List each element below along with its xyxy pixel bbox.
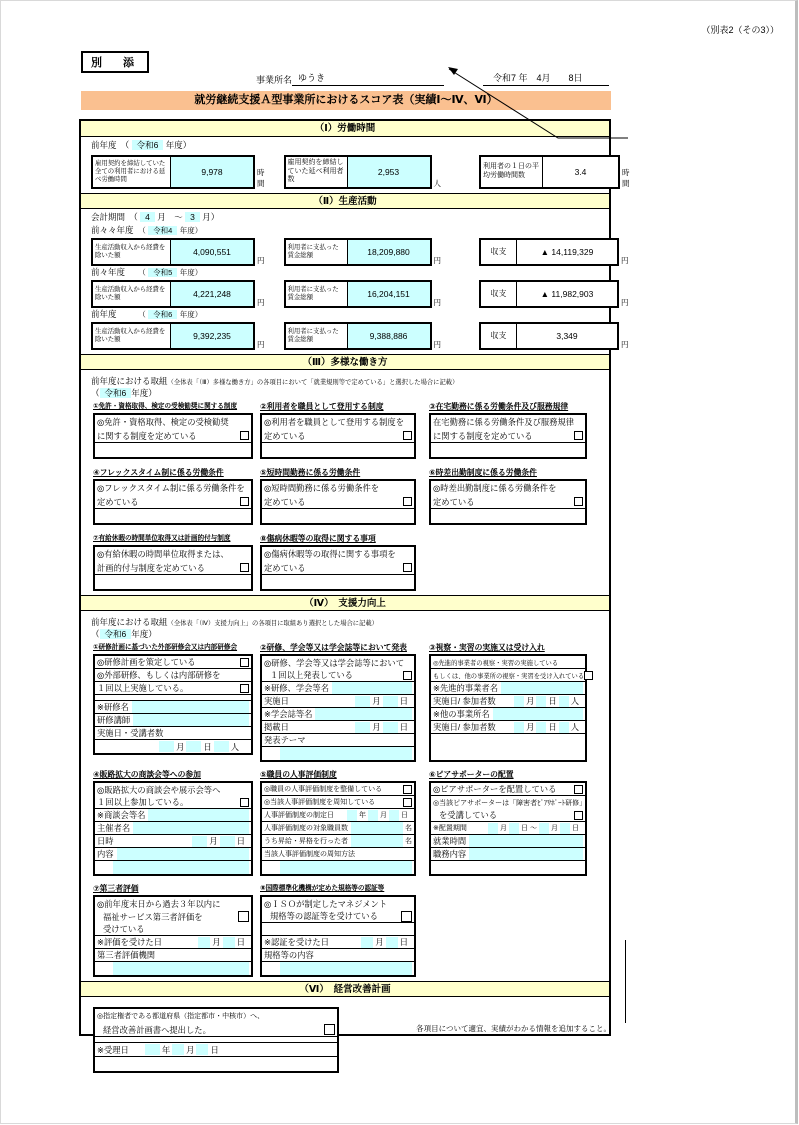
unit-yen: 円 [621, 340, 629, 349]
input-cell[interactable] [332, 682, 412, 694]
item-box-paidleave [93, 545, 253, 591]
era-highlight[interactable]: 令和6 [100, 629, 132, 639]
item-text: ◎時差出勤制度に係る労働条件を [433, 483, 557, 493]
item-text: １回以上実施している。 [97, 683, 189, 693]
input-cell[interactable] [383, 722, 398, 733]
input-cell[interactable] [148, 809, 249, 821]
item-title: ④フレックスタイム制に係る労働条件 [93, 468, 224, 477]
item-box-training: ◎研修計画を策定している ◎外部研修、もしくは内部研修を １回以上実施している。 ※研修名 研修講師 実施日・受講者数 月 日 人 [93, 654, 253, 755]
checkbox[interactable] [240, 563, 249, 572]
input-cell[interactable] [514, 722, 524, 733]
input-cell[interactable] [214, 741, 229, 752]
field-label: 生産活動収入から経費を除いた額 [93, 240, 171, 264]
unit-person: 人 [433, 179, 441, 188]
section1-labor-hours [81, 137, 630, 193]
input-cell[interactable] [351, 835, 403, 847]
checkbox[interactable] [240, 497, 249, 506]
period-month1[interactable]: 4 [140, 212, 155, 222]
wages-group [284, 280, 432, 308]
field-label: ※研修、学会等名 [264, 683, 330, 693]
field-label: 雇用契約を締結していた全ての利用者における延べ労働時間 [93, 157, 171, 187]
input-cell[interactable] [351, 822, 403, 834]
field-label: 利用者に支払った賃金総額 [286, 324, 348, 348]
item-text: ◎傷病休暇等の取得に関する事項を [264, 549, 396, 559]
field-label: 規格等の内容 [264, 950, 314, 960]
input-cell[interactable] [172, 1044, 184, 1055]
item-text: もしくは、他の事業所の視察・実習を受け入れている [433, 672, 585, 680]
field-label: ※商談会等名 [97, 810, 146, 820]
section4-row2 [91, 769, 603, 876]
checkbox[interactable] [574, 431, 583, 440]
item-text: ◎ＩＳＯが制定したマネジメント [264, 898, 388, 909]
input-cell[interactable] [509, 823, 519, 834]
wages-value[interactable]: 16,204,151 [348, 282, 430, 306]
input-cell[interactable] [539, 823, 549, 834]
footer-note: 各項目について適宜、実績がわかる情報を追加すること。 [416, 1024, 611, 1033]
section2-header: （Ⅱ）生産活動 [81, 193, 609, 209]
item-title: ⑥時差出勤制度に係る労働条件 [429, 468, 537, 477]
field-label: ※受理日 [97, 1044, 129, 1055]
attachment-label: 別 添 [81, 51, 149, 73]
input-cell[interactable] [145, 1044, 160, 1055]
input-cell[interactable] [536, 722, 546, 733]
avg-hours-value[interactable]: 3.4 [574, 167, 587, 177]
item-text: 福祉サービス第三者評価を [103, 911, 203, 922]
year2-row [91, 280, 629, 308]
unit-yen: 円 [257, 340, 265, 349]
input-cell[interactable] [368, 810, 378, 821]
item-text: に関する制度を定めている [97, 430, 197, 441]
item-title: ⑦第三者評価 [93, 884, 139, 893]
item-text: ◎外部研修、もしくは内部研修を [97, 670, 221, 680]
appendix-note: （別表2（その3）） [701, 25, 779, 35]
item-title: ⑤職員の人事評価制度 [260, 770, 337, 779]
unit-hours: 時間 [257, 168, 265, 188]
balance-value[interactable]: ▲ 11,982,903 [540, 289, 594, 299]
field-label: 実施日・受講者数 [97, 728, 164, 738]
section2-production [81, 209, 629, 354]
era-highlight[interactable]: 令和6 [100, 388, 132, 398]
era-highlight[interactable]: 令和6 [148, 310, 177, 319]
wages-value[interactable]: 18,209,880 [348, 240, 430, 264]
item-text: ◎短時間勤務に係る労働条件を [264, 483, 380, 493]
field-label: ※学会誌等名 [264, 709, 313, 719]
item-text: ◎研修、学会等又は学会誌等において [264, 657, 404, 668]
period-month2[interactable]: 3 [185, 212, 200, 222]
section3-header: （Ⅲ）多様な働き方 [81, 354, 609, 370]
input-cell[interactable] [220, 836, 235, 847]
item-text: ◎指定権者である都道府県（指定都市・中核市）へ、 [97, 1013, 265, 1020]
year1-row [91, 238, 629, 266]
field-label: 日時 [97, 836, 114, 846]
unit-yen: 円 [433, 340, 441, 349]
checkbox[interactable] [401, 911, 412, 922]
item-text: ◎研修計画を策定している [97, 657, 196, 667]
field-label: 人事評価制度の対象職員数 [264, 825, 348, 832]
section4-header: （Ⅳ） 支援力向上 [81, 595, 609, 611]
input-cell[interactable] [501, 682, 583, 694]
input-cell[interactable] [560, 823, 570, 834]
item-text: に関する制度を定めている [433, 430, 533, 441]
wages-group [284, 322, 432, 350]
item-text: ◎有給休暇の時間単位取得または、 [97, 549, 229, 559]
income-value[interactable]: 4,221,248 [171, 282, 253, 306]
checkbox[interactable] [574, 811, 583, 820]
annotation-vertical-line [625, 940, 626, 1023]
checkbox[interactable] [403, 431, 412, 440]
section6-header: （Ⅵ） 経営改善計画 [81, 981, 609, 997]
unit-yen: 円 [433, 256, 441, 265]
avg-hours-group [479, 155, 620, 189]
section1-year-line: 前年度 （ 令和6 年度） [91, 140, 192, 150]
score-table [79, 119, 630, 1055]
item-box-promotion [260, 413, 416, 459]
item-text: 経営改善計画書へ提出した。 [103, 1024, 211, 1035]
field-label: 掲載日 [264, 722, 289, 732]
field-label: 就業時間 [433, 836, 467, 846]
section3-diverse-work [81, 370, 609, 595]
income-group [91, 322, 255, 350]
date-field[interactable]: 令和7 年 4月 8日 [483, 71, 609, 86]
field-label: 発表テーマ [264, 735, 306, 745]
total-work-hours-group [91, 155, 255, 189]
field-label: 雇用契約を締結していた延べ利用者数 [286, 157, 348, 187]
field-label: 当該人事評価制度の周知方法 [264, 851, 355, 858]
item-text: 在宅勤務に係る労働条件及び服務規律 [433, 417, 575, 427]
item-box-peer-supporter: ◎ピアサポーターを配置している ◎当該ピアサポーターは「障害者ﾋﾟｱｻﾎﾟｰﾄ研修」 を受講している ※配置期間 月 日 ～ 月 日 就業時間 職務内容 [429, 781, 587, 876]
input-cell[interactable] [355, 722, 370, 733]
field-label: 内容 [97, 849, 114, 859]
item-title: ①免許・資格取得、検定の受検勧奨に関する制度 [93, 403, 238, 410]
field-label: 実施日 [264, 696, 289, 706]
field-label: 研修講師 [97, 715, 131, 725]
input-cell[interactable] [192, 836, 207, 847]
input-cell[interactable] [315, 708, 412, 720]
field-label: 生産活動収入から経費を除いた額 [93, 324, 171, 348]
section3-era: （ 令和6 年度） [91, 388, 157, 398]
income-value[interactable]: 4,090,551 [171, 240, 253, 264]
item-text: １回以上発表している [270, 670, 353, 680]
input-cell[interactable] [186, 741, 201, 752]
item-title: ⑧国際標準化機構が定めた規格等の認証等 [260, 885, 385, 892]
section4-row1 [91, 642, 603, 762]
input-cell[interactable] [514, 696, 524, 707]
item-text: 計画的付与制度を定めている [97, 562, 205, 573]
input-cell[interactable] [559, 722, 569, 733]
date-row [483, 71, 609, 86]
item-box-iso: ◎ＩＳＯが制定したマネジメント 規格等の認証等を受けている ※認証を受けた日 月 日 規格等の内容 [260, 895, 416, 977]
income-group [91, 238, 255, 266]
item-text: 定めている [264, 430, 306, 441]
item-box-presentation: ◎研修、学会等又は学会誌等において １回以上発表している ※研修、学会等名 実施日 月 日 ※学会誌等名 掲載日 月 日 発表テーマ [260, 654, 416, 762]
balance-value[interactable]: 3,349 [556, 331, 578, 341]
item-box-observation: ◎先進的事業者の視察・実習の実施している もしくは、他の事業所の視察・実習を受け入れている ※先進的事業者名 実施日/ 参加者数 月 日 人 ※他の事業所名 実施日/ 参加者数 月 日 人 [429, 654, 587, 762]
section4-intro: 前年度における取組（全体表「（Ⅳ）支援力向上」の各項目に取組あり選択とした場合に記載） [91, 617, 378, 627]
item-box-sickleave [260, 545, 416, 591]
input-cell[interactable] [280, 861, 412, 874]
field-label: 主催者名 [97, 823, 131, 833]
input-cell[interactable] [198, 937, 210, 948]
item-text: 受けている [103, 924, 145, 934]
year3-row [91, 322, 629, 350]
checkbox[interactable] [403, 785, 412, 794]
checkbox[interactable] [403, 671, 412, 680]
field-label: 利用者に支払った賃金総額 [286, 240, 348, 264]
checkbox[interactable] [403, 563, 412, 572]
field-label: 生産活動収入から経費を除いた額 [93, 282, 171, 306]
field-label: うち昇給・昇格を行った者 [264, 838, 348, 845]
input-cell[interactable] [113, 962, 249, 975]
section1-header: （Ⅰ）労働時間 [81, 121, 609, 137]
item-box-flextime [93, 479, 253, 525]
field-label: 収支 [481, 240, 517, 264]
input-cell[interactable] [196, 1044, 208, 1055]
item-text: ◎フレックスタイム制に係る労働条件を [97, 483, 245, 493]
field-label: 収支 [481, 324, 517, 348]
field-label: 収支 [481, 282, 517, 306]
era-highlight[interactable]: 令和5 [148, 268, 177, 277]
item-text: ◎ピアサポーターを配置している [433, 784, 557, 794]
total-users-group [284, 155, 432, 189]
input-cell[interactable] [536, 696, 546, 707]
input-cell[interactable] [355, 696, 370, 707]
checkbox[interactable] [403, 497, 412, 506]
item-title: ⑧傷病休暇等の取得に関する事項 [260, 534, 376, 543]
field-label: ※先進的事業者名 [433, 683, 499, 693]
item-text: ◎免許・資格取得、検定の受検勧奨 [97, 417, 229, 427]
item-title: ③在宅勤務に係る労働条件及び服務規律 [429, 402, 569, 411]
item-text: を受講している [439, 810, 498, 820]
section3-intro: 前年度における取組（全体表「（Ⅲ）多様な働き方」の各項目において「就業規則等で定めている」と選択した場合に記載） [91, 376, 459, 386]
input-cell[interactable] [347, 810, 357, 821]
input-cell[interactable] [389, 810, 399, 821]
item-title: ④販路拡大の商談会等への参加 [93, 770, 201, 779]
improvement-plan-box: ◎指定権者である都道府県（指定都市・中核市）へ、 経営改善計画書へ提出した。 ※受理日 年 月 日 [93, 1007, 339, 1073]
item-text: ◎当該人事評価制度を周知している [264, 799, 376, 806]
item-title: ②利用者を職員として登用する制度 [260, 402, 384, 411]
field-label: ※配置期間 [433, 825, 467, 832]
item-title: ①研修計画に基づいた外部研修会又は内部研修会 [93, 644, 238, 651]
section4-era: （ 令和6 年度） [91, 629, 157, 639]
checkbox[interactable] [574, 785, 583, 794]
checkbox[interactable] [240, 798, 249, 807]
field-label: 利用者の１日の平均労働時間数 [481, 157, 543, 187]
checkbox[interactable] [240, 684, 249, 693]
field-label: 第三者評価機関 [97, 950, 156, 960]
item-box-tradeshow: ◎販路拡大の商談会や展示会等へ １回以上参加している。 ※商談会等名 主催者名 日時 月 日 内容 [93, 781, 253, 876]
balance-group [479, 238, 619, 266]
unit-yen: 円 [621, 298, 629, 307]
item-title: ③視察・実習の実施又は受け入れ [429, 643, 545, 652]
checkbox[interactable] [403, 798, 412, 807]
year3-line: 前年度 （ 令和6 年度） [91, 309, 203, 319]
input-cell[interactable] [386, 937, 398, 948]
section4-support [81, 611, 609, 981]
wages-value[interactable]: 9,388,886 [348, 324, 430, 348]
section6-improvement-plan [81, 997, 609, 1077]
item-box-remote [429, 413, 587, 459]
unit-hours: 時間 [622, 168, 630, 188]
input-cell[interactable] [133, 822, 249, 834]
checkbox[interactable] [240, 658, 249, 667]
input-cell[interactable] [488, 823, 498, 834]
item-text: ◎先進的事業者の視察・実習の実施している [433, 659, 559, 667]
total-work-hours-value[interactable]: 9,978 [171, 157, 253, 187]
section3-row3 [91, 533, 603, 591]
item-text: ◎当該ピアサポーターは「障害者ﾋﾟｱｻﾎﾟｰﾄ研修」 [433, 799, 587, 807]
item-text: ◎利用者を職員として登用する制度を [264, 417, 404, 427]
wages-group [284, 238, 432, 266]
item-text: ◎職員の人事評価制度を整備している [264, 786, 383, 793]
unit-yen: 円 [621, 256, 629, 265]
office-name-field[interactable]: ゆうき [292, 71, 444, 86]
item-text: ◎前年度末日から過去３年以内に [97, 898, 221, 909]
item-title: ⑥ピアサポーターの配置 [429, 770, 514, 779]
item-title: ⑦有給休暇の時間単位取得又は計画的付与制度 [93, 535, 231, 542]
section3-row2 [91, 467, 603, 525]
item-text: 定めている [433, 496, 475, 507]
unit-yen: 円 [257, 298, 265, 307]
section3-row1 [91, 401, 603, 459]
field-label: 実施日/ 参加者数 [433, 722, 496, 732]
item-text: 定めている [264, 496, 306, 507]
income-value[interactable]: 9,392,235 [171, 324, 253, 348]
field-label: ※認証を受けた日 [264, 937, 330, 947]
input-cell[interactable] [133, 714, 249, 726]
unit-yen: 円 [433, 298, 441, 307]
item-box-thirdparty: ◎前年度末日から過去３年以内に 福祉サービス第三者評価を 受けている ※評価を受けた日 月 日 第三者評価機関 [93, 895, 253, 977]
item-box-shorttime [260, 479, 416, 525]
office-name-row [256, 71, 444, 86]
checkbox[interactable] [240, 431, 249, 440]
input-cell[interactable] [280, 962, 412, 975]
item-text: １回以上参加している。 [97, 797, 189, 807]
era-highlight[interactable]: 令和6 [132, 140, 164, 150]
input-cell[interactable] [113, 861, 249, 874]
input-cell[interactable] [493, 708, 583, 720]
item-text: ◎販路拡大の商談会や展示会等へ [97, 784, 221, 795]
input-cell[interactable] [469, 848, 583, 860]
checkbox[interactable] [574, 497, 583, 506]
field-label: 利用者に支払った賃金総額 [286, 282, 348, 306]
page-title: 就労継続支援Ａ型事業所におけるスコア表（実績Ⅰ～Ⅳ、Ⅵ） [81, 91, 611, 110]
era-highlight[interactable]: 令和4 [148, 226, 177, 235]
input-cell[interactable] [383, 696, 398, 707]
item-title: ②研修、学会等又は学会誌等において発表 [260, 643, 407, 652]
office-name-label: 事業所名 [256, 75, 293, 85]
input-cell[interactable] [469, 835, 583, 847]
input-cell[interactable] [117, 848, 249, 860]
balance-value[interactable]: ▲ 14,119,329 [540, 247, 594, 257]
input-cell[interactable] [559, 696, 569, 707]
accounting-period-line: 会計期間 （ 4 月 ～ 3 月） [91, 212, 220, 222]
input-cell[interactable] [361, 937, 373, 948]
field-label: 人事評価制度の制定日 [264, 812, 334, 819]
checkbox[interactable] [584, 671, 593, 680]
item-box-license [93, 413, 253, 459]
field-label: ※評価を受けた日 [97, 937, 163, 947]
item-box-staggered [429, 479, 587, 525]
year2-line: 前々年度 （ 令和5 年度） [91, 267, 203, 277]
input-cell[interactable] [280, 747, 412, 760]
field-label: 職務内容 [433, 849, 467, 859]
item-text: 規格等の認証等を受けている [270, 911, 378, 921]
input-cell[interactable] [159, 741, 174, 752]
year1-line: 前々々年度 （ 令和4 年度） [91, 225, 203, 235]
field-label: ※他の事業所名 [433, 709, 490, 719]
section4-row3 [91, 883, 603, 977]
labor-fields [91, 155, 630, 189]
checkbox[interactable] [238, 911, 249, 922]
item-text: 定めている [264, 562, 306, 573]
field-label: 実施日/ 参加者数 [433, 696, 496, 706]
income-group [91, 280, 255, 308]
item-text: 定めている [97, 496, 139, 507]
input-cell[interactable] [223, 937, 235, 948]
balance-group [479, 322, 619, 350]
unit-yen: 円 [257, 256, 265, 265]
total-users-value[interactable]: 2,953 [348, 157, 430, 187]
balance-group [479, 280, 619, 308]
item-box-hr-evaluation: ◎職員の人事評価制度を整備している ◎当該人事評価制度を周知している 人事評価制度の制定日 年 月 日 人事評価制度の対象職員数 名 うち昇給・昇格を行った者 名 当該人事評価制度の周知方法 [260, 781, 416, 876]
item-title: ⑤短時間勤務に係る労働条件 [260, 468, 361, 477]
field-label: ※研修名 [97, 702, 129, 712]
input-cell[interactable] [132, 701, 249, 713]
